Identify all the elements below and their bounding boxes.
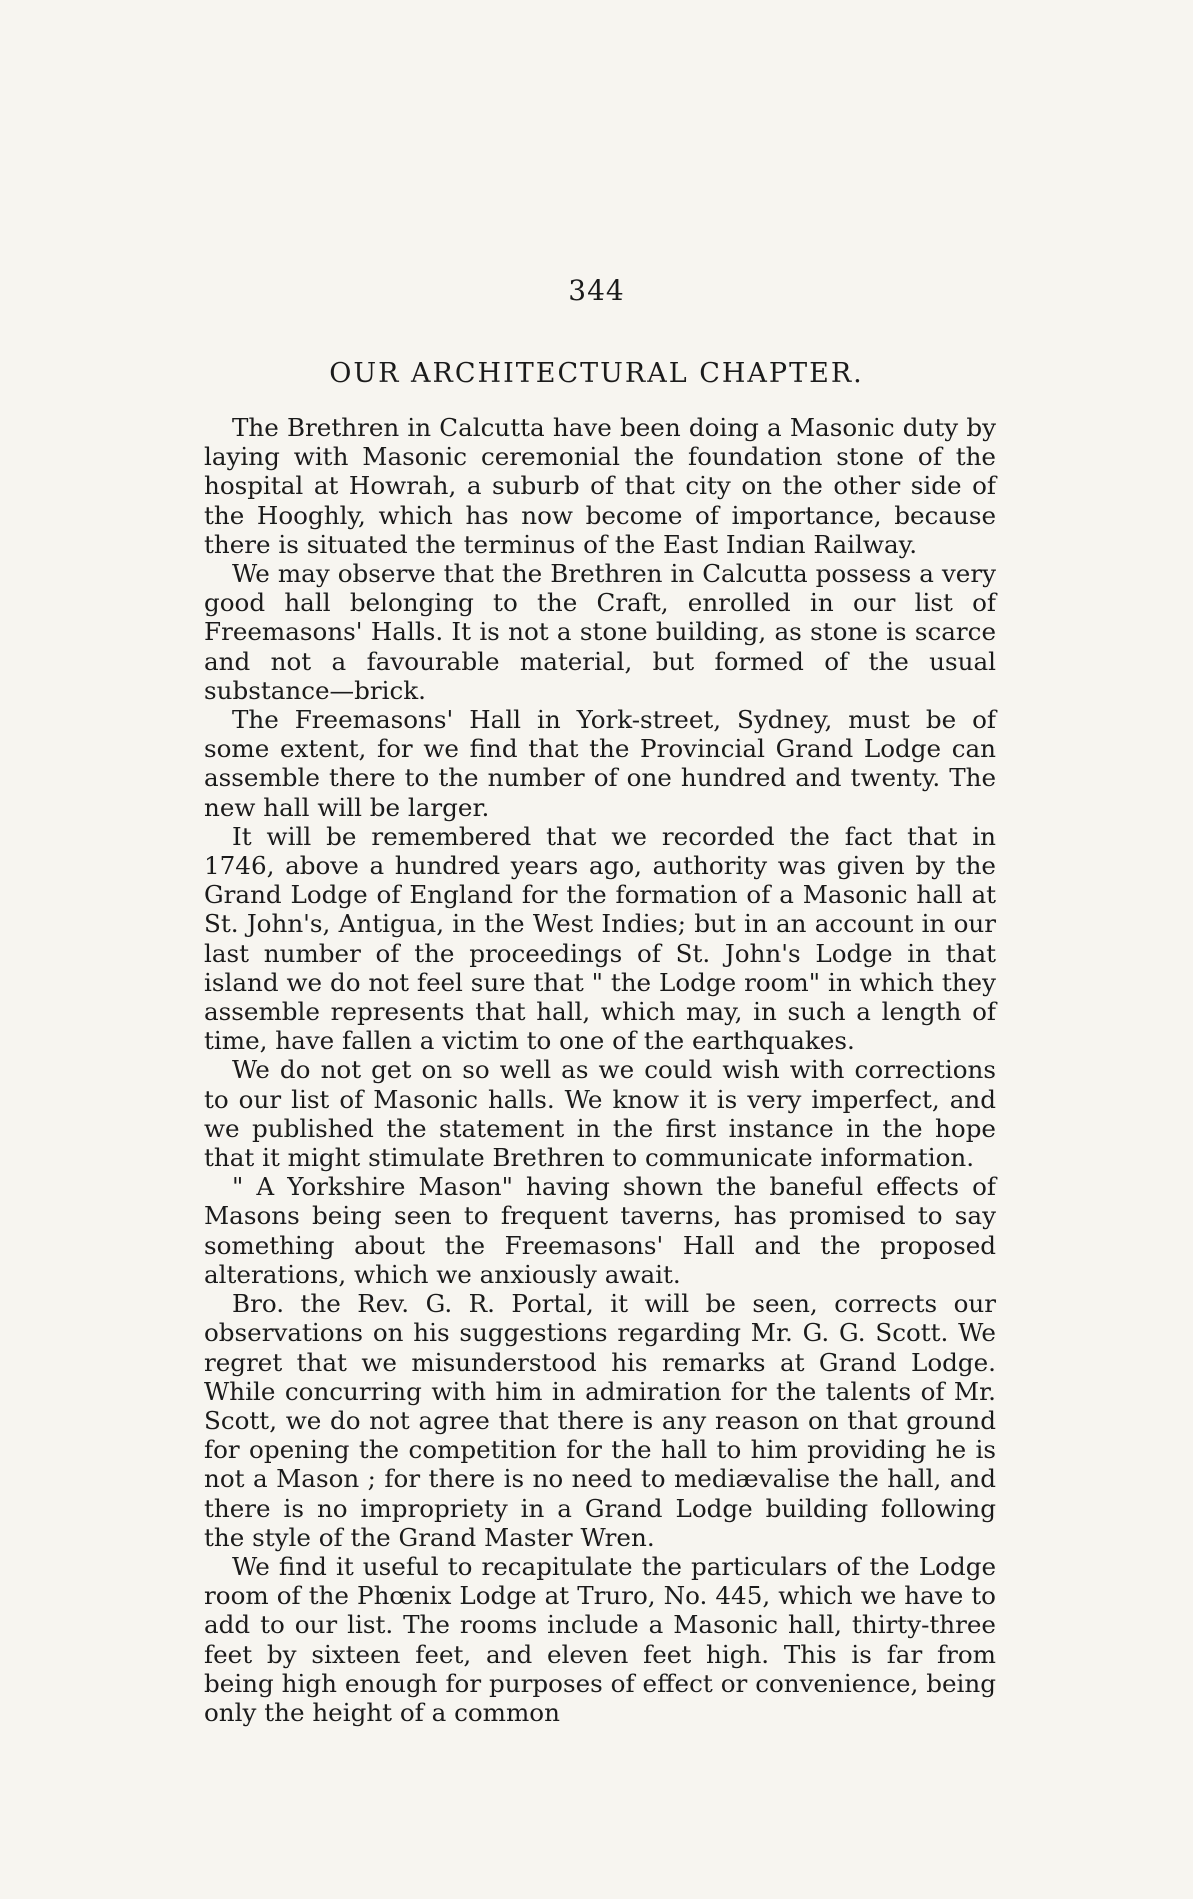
paragraph-2: We may observe that the Brethren in Calcutta possess a very good hall belonging to the Craft, enrolled in our list of Freemasons' Halls. It is not a stone building, as stone is scarce and not a favourable material, but formed of the usual substance—brick. [204, 559, 996, 705]
paragraph-7: Bro. the Rev. G. R. Portal, it will be seen, corrects our observations on his suggestions regarding Mr. G. G. Scott. We regret that we misunderstood his remarks at Grand Lodge. While concurring with him in admiration for the talents of Mr. Scott, we do not agree that there is any reason on that ground for opening the competition for the hall to him providing he is not a Mason ; for there is no need to mediævalise the hall, and there is no impropriety in a Grand Lodge building following the style of the Grand Master Wren. [204, 1289, 996, 1552]
paragraph-8: We find it useful to recapitulate the particulars of the Lodge room of the Phœnix Lodge at Truro, No. 445, which we have to add to our list. The rooms include a Masonic hall, thirty-three feet by sixteen feet, and eleven feet high. This is far from being high enough for purposes of effect or convenience, being only the height of a common [204, 1551, 996, 1727]
paragraph-4: It will be remembered that we recorded the fact that in 1746, above a hundred years ago, authority was given by the Grand Lodge of England for the formation of a Masonic hall at St. John's, Antigua, in the West Indies; but in an account in our last number of the proceedings of St. John's Lodge in that island we do not feel sure that " the Lodge room" in which they assemble represents that hall, which may, in such a length of time, have fallen a victim to one of the earthquakes. [204, 821, 996, 1056]
paragraph-1: The Brethren in Calcutta have been doing a Masonic duty by laying with Masonic ceremonial the foundation stone of the hospital at Howrah, a suburb of that city on the other side of the Hooghly, which has now become of importance, because there is situated the terminus of the East Indian Railway. [204, 413, 996, 559]
paragraph-6: " A Yorkshire Mason" having shown the baneful effects of Masons being seen to frequent taverns, has promised to say something about the Freemasons' Hall and the proposed alterations, which we anxiously await. [204, 1172, 996, 1289]
chapter-title: OUR ARCHITECTURAL CHAPTER. [329, 358, 864, 389]
page-number: 344 [568, 274, 625, 307]
article-body [204, 413, 996, 1727]
paragraph-3: The Freemasons' Hall in York-street, Sydney, must be of some extent, for we find that the Provincial Grand Lodge can assemble there to the number of one hundred and twenty. The new hall will be larger. [204, 705, 996, 822]
paragraph-5: We do not get on so well as we could wish with corrections to our list of Masonic halls. We know it is very imperfect, and we published the statement in the first instance in the hope that it might stimulate Brethren to communicate information. [204, 1055, 996, 1173]
